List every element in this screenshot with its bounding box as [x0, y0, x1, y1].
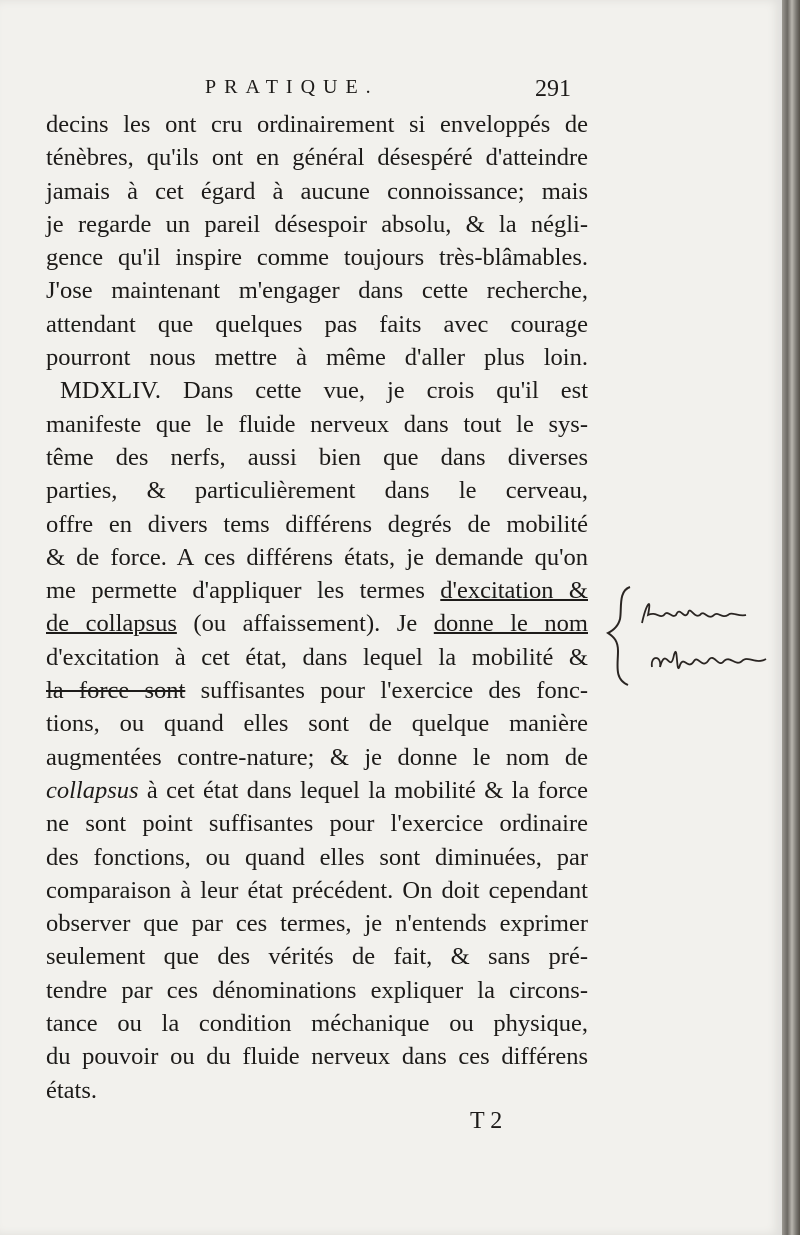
text-line: ténèbres, qu'ils ont en général désespéré d'atteindre	[46, 144, 588, 172]
text-line: seulement que des vérités de fait, & sans pré-	[46, 943, 588, 971]
text-line: comparaison à leur état précédent. On doit cependant	[46, 876, 588, 904]
italic-term: collapsus	[46, 776, 139, 804]
curly-brace-icon	[608, 587, 630, 685]
text-line	[46, 574, 588, 607]
text-line	[46, 607, 588, 640]
text-line: gence qu'il inspire comme toujours très-blâmables.	[46, 244, 588, 272]
text-line: decins les ont cru ordinairement si enveloppés de	[46, 111, 588, 138]
text-line: pourront nous mettre à même d'aller plus loin.	[46, 344, 588, 372]
text-line: des fonctions, ou quand elles sont diminuées, par	[46, 843, 588, 871]
text-line: tance ou la condition méchanique ou physique,	[46, 1010, 588, 1038]
text-line: offre en divers tems différens degrés de mobilité	[46, 510, 588, 538]
struck-phrase: la force sont	[46, 677, 186, 705]
text-line: d'excitation à cet état, dans lequel la mobilité &	[46, 643, 588, 671]
text-line: du pouvoir ou du fluide nerveux dans ces différens	[46, 1043, 588, 1071]
page-header	[0, 76, 782, 106]
paragraph-end-line: états.	[46, 1076, 98, 1104]
handwriting-scribble-affaissement	[652, 652, 766, 668]
text-line: tendre par ces dénominations expliquer la circons-	[46, 976, 588, 1004]
text-line: & de force. A ces différens états, je demande qu'on	[46, 543, 588, 571]
text-line: manifeste que le fluide nerveux dans tout le sys-	[46, 410, 588, 438]
text-run: à cet état dans lequel la mobilité & la force	[138, 776, 588, 804]
text-line: tions, ou quand elles sont de quelque manière	[46, 710, 588, 738]
text-line: tême des nerfs, aussi bien que dans diverses	[46, 443, 588, 471]
text-line: jamais à cet égard à aucune connoissance; mais	[46, 177, 588, 205]
text-run: me permette d'appliquer les termes	[46, 577, 441, 605]
handwriting-scribble-excitation	[642, 604, 746, 623]
text-line: parties, & particulièrement dans le cerveau,	[46, 477, 588, 505]
text-line: J'ose maintenant m'engager dans cette recherche,	[46, 277, 588, 305]
text-run: suffisantes pour l'exercice des fonc-	[185, 677, 588, 705]
underlined-phrase: donne le nom	[433, 610, 588, 638]
body-text	[46, 108, 588, 1107]
text-line: attendant que quelques pas faits avec courage	[46, 310, 588, 338]
page-number: 291	[535, 76, 571, 102]
book-edge	[782, 0, 800, 1235]
text-line: augmentées contre-nature; & je donne le nom de	[46, 743, 588, 771]
text-line: observer que par ces termes, je n'entends exprimer	[46, 910, 588, 938]
underlined-term: de collapsus	[46, 610, 177, 638]
handwritten-margin-note	[600, 575, 780, 695]
running-head: PRATIQUE.	[205, 76, 379, 98]
underlined-term: d'excitation &	[440, 577, 588, 605]
text-line: je regarde un pareil désespoir absolu, & la négli-	[46, 210, 588, 238]
text-line: ne sont point suffisantes pour l'exercice ordinaire	[46, 810, 588, 838]
text-run: (ou affaissement). Je	[176, 610, 434, 638]
text-line	[46, 774, 588, 807]
paragraph-start-line: MDXLIV. Dans cette vue, je crois qu'il est	[60, 377, 588, 405]
signature-mark: T 2	[470, 1108, 503, 1134]
text-line	[46, 674, 588, 707]
